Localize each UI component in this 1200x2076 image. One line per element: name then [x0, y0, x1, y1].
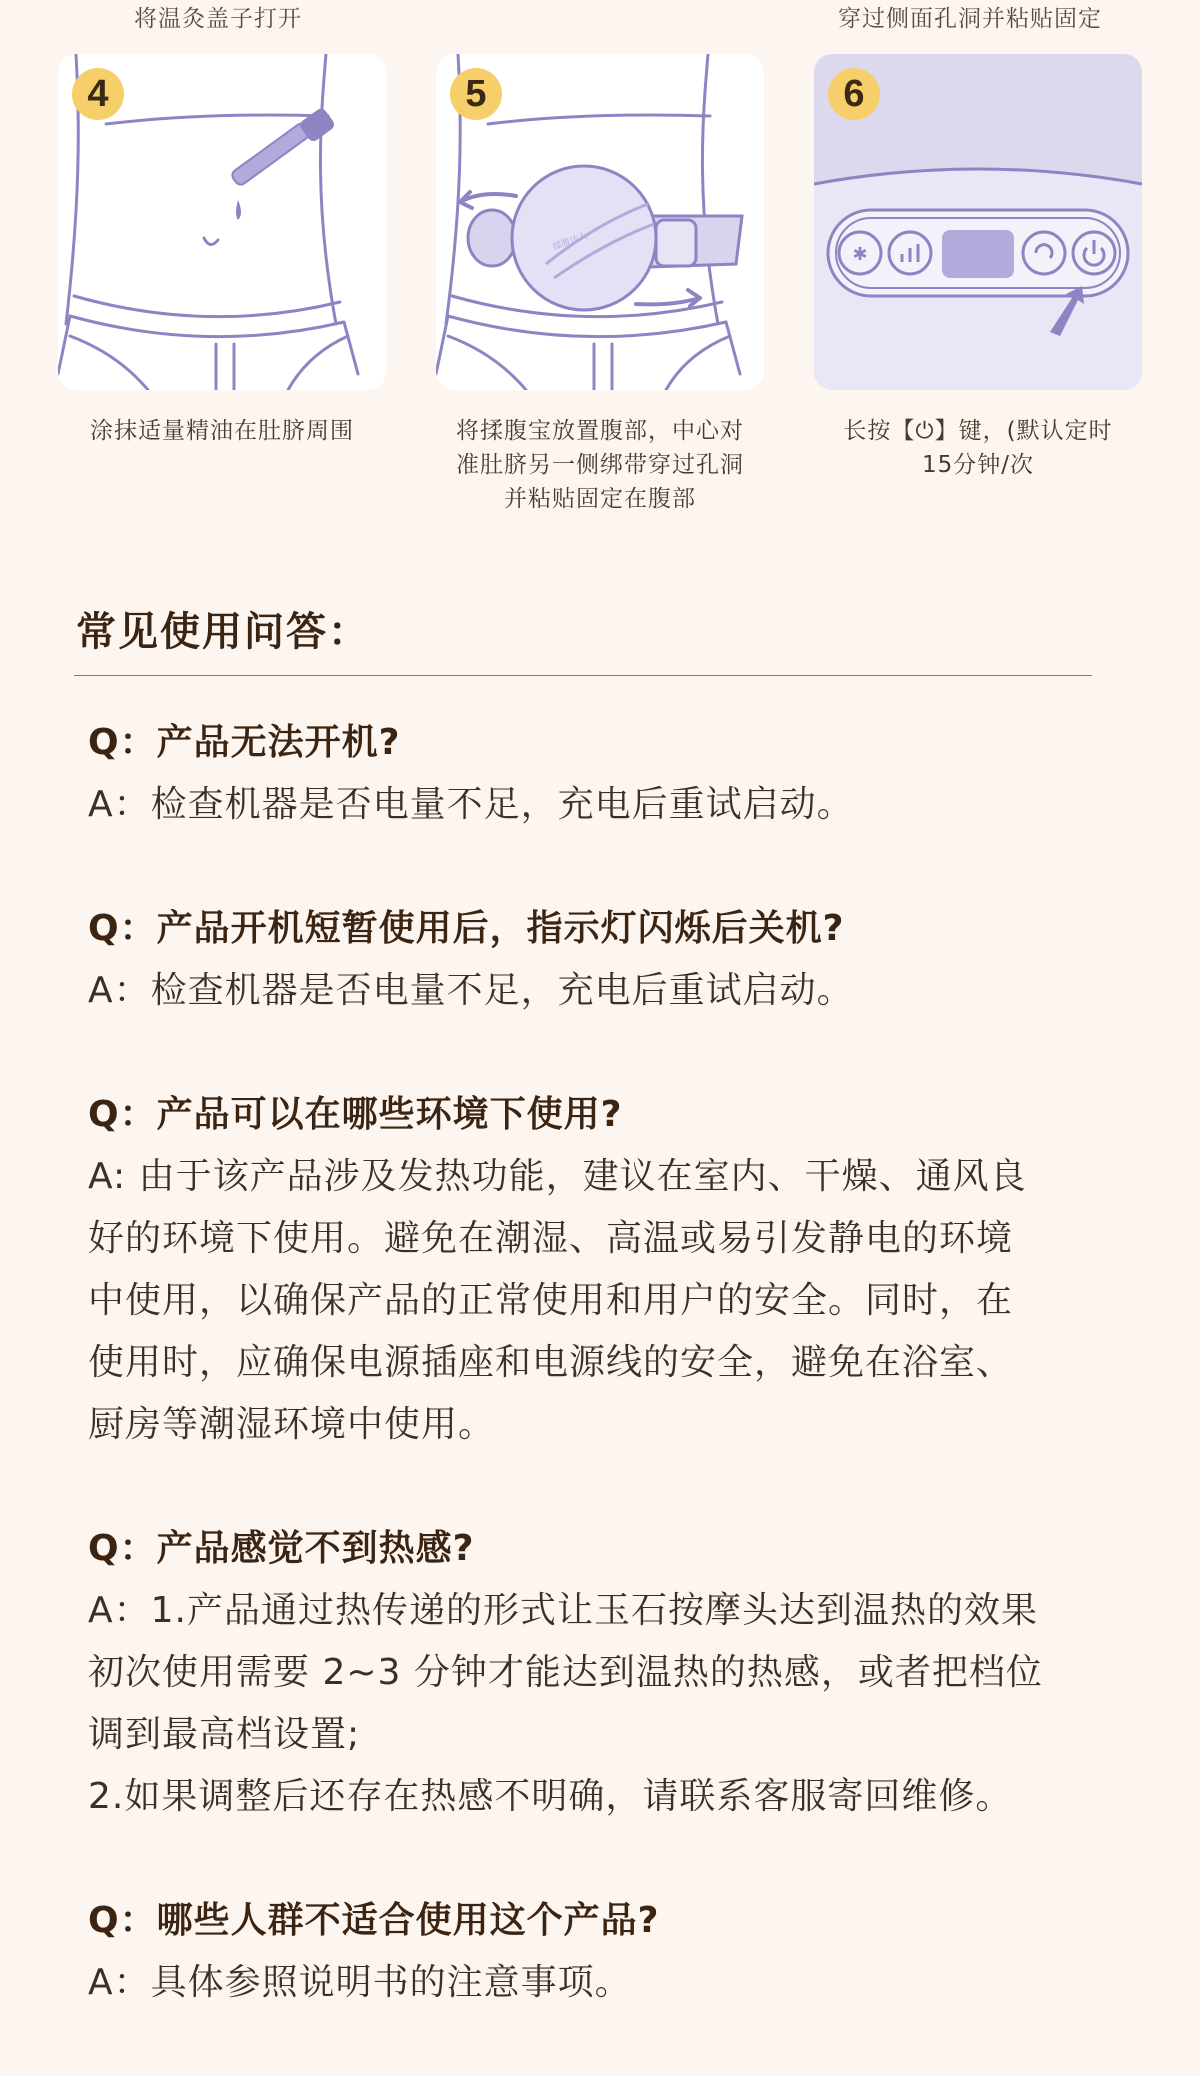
faq-answer: A：检查机器是否电量不足，充电后重试启动。 — [88, 970, 854, 1011]
faq-answer: A：检查机器是否电量不足，充电后重试启动。 — [88, 784, 854, 825]
svg-text:✱: ✱ — [852, 244, 868, 265]
faq-item — [88, 1890, 1118, 2014]
faq-question: Q：哪些人群不适合使用这个产品? — [88, 1900, 660, 1941]
step-4-caption: 涂抹适量精油在肚脐周围 — [90, 418, 354, 444]
step-5-caption: 将揉腹宝放置腹部，中心对 准肚脐另一侧绑带穿过孔洞 并粘贴固定在腹部 — [456, 418, 744, 512]
display-screen-icon — [942, 230, 1014, 278]
faq-answer: A: 由于该产品涉及发热功能，建议在室内、干燥、通风良 好的环境下使用。避免在潮湿、高温或易引发静电的环境 中使用，以确保产品的正常使用和用户的安全。同时，在 使用时，应确保电源插座和电源线的安全，避免在浴室、 厨房等潮湿环境中使用。 — [88, 1156, 1027, 1445]
faq-question: Q：产品开机短暂使用后，指示灯闪烁后关机? — [88, 908, 845, 949]
massager-device-icon — [468, 166, 656, 310]
faq-divider — [74, 675, 1092, 676]
faq-answer: A：1.产品通过热传递的形式让玉石按摩头达到温热的效果 初次使用需要 2~3 分钟才能达到温热的热感，或者把档位 调到最高档设置; 2.如果调整后还存在热感不明确，请联系客服寄回维修。 — [88, 1590, 1043, 1817]
faq-item — [88, 712, 1118, 836]
faq-item — [88, 898, 1118, 1022]
step-4-card — [58, 54, 386, 390]
faq-title: 常见使用问答： — [76, 609, 370, 655]
step-6-caption: 长按【⏻】键，(默认定时 15分钟/次 — [843, 418, 1113, 478]
faq-list — [88, 712, 1118, 2076]
faq-question: Q：产品可以在哪些环境下使用? — [88, 1094, 623, 1135]
faq-question: Q：产品感觉不到热感? — [88, 1528, 475, 1569]
faq-question: Q：产品无法开机? — [88, 722, 401, 763]
step-6-card — [814, 54, 1142, 390]
step-number-badge: 6 — [828, 68, 880, 120]
top-caption-left: 将温灸盖子打开 — [134, 6, 302, 32]
faq-item — [88, 1084, 1118, 1456]
step-number-badge: 4 — [72, 68, 124, 120]
faq-item — [88, 1518, 1118, 1828]
step-5-card — [436, 54, 764, 390]
faq-answer: A：具体参照说明书的注意事项。 — [88, 1962, 632, 2003]
step-number-badge: 5 — [450, 68, 502, 120]
top-caption-right: 穿过侧面孔洞并粘贴固定 — [838, 6, 1102, 32]
device-label: 揉腹达人 — [551, 231, 589, 253]
